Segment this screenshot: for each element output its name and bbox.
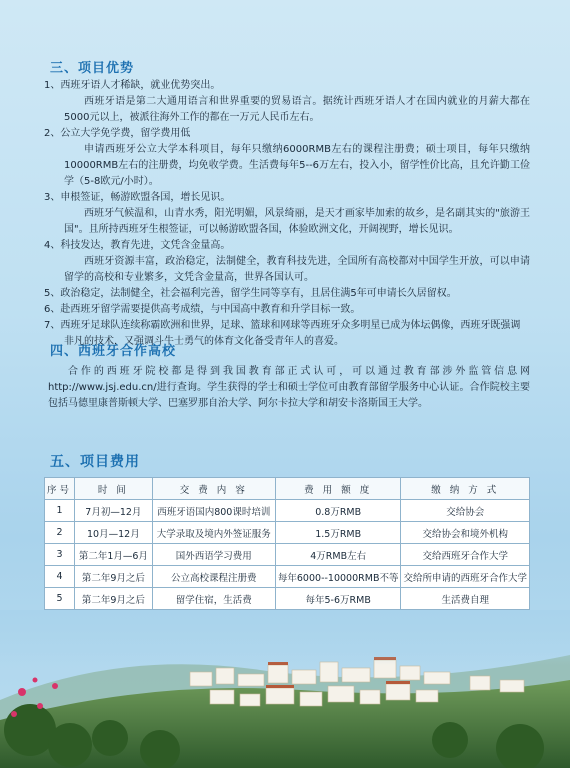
partners-heading: 四、西班牙合作高校 xyxy=(50,344,177,359)
cell-payment: 交给西班牙合作大学 xyxy=(401,544,530,566)
cell-time: 第二年1月—6月 xyxy=(75,544,153,566)
cell-amount: 1.5万RMB xyxy=(275,522,401,544)
cell-number: 1 xyxy=(45,500,75,522)
advantage-6-title: 6、赴西班牙留学需要提供高考成绩，与中国高中教育和升学目标一致。 xyxy=(44,304,361,315)
cell-time: 10月—12月 xyxy=(75,522,153,544)
cell-number: 5 xyxy=(45,588,75,610)
cell-content: 公立高校课程注册费 xyxy=(152,566,275,588)
cell-content: 留学住宿，生活费 xyxy=(152,588,275,610)
table-row xyxy=(45,500,530,522)
advantage-4-title: 4、科技发达，教育先进，文凭含金量高。 xyxy=(44,240,231,251)
header-time: 时 间 xyxy=(75,478,153,500)
header-number: 序号 xyxy=(45,478,75,500)
advantage-3-title: 3、申根签证，畅游欧盟各国，增长见识。 xyxy=(44,192,231,203)
advantage-3-body: 西班牙气候温和，山青水秀，阳光明媚，风景绮丽，是天才画家毕加索的故乡，是名副其实的"旅游王国"。且所持西班牙生根签证，可以畅游欧盟各国，体验欧洲文化，开阔视野，增长见识。 xyxy=(64,208,530,235)
cell-time: 第二年9月之后 xyxy=(75,566,153,588)
table-row xyxy=(45,566,530,588)
cell-amount: 0.8万RMB xyxy=(275,500,401,522)
advantage-1-title: 1、西班牙语人才稀缺，就业优势突出。 xyxy=(44,80,221,91)
advantage-1-body: 西班牙语是第二大通用语言和世界重要的贸易语言。据统计西班牙语人才在国内就业的月薪大都在5000元以上，被派往海外工作的都在一万元人民币左右。 xyxy=(64,96,530,123)
fees-header-row xyxy=(45,478,530,500)
fees-heading: 五、项目费用 xyxy=(50,454,140,470)
fees-table xyxy=(44,477,530,610)
cell-payment: 交给所申请的西班牙合作大学 xyxy=(401,566,530,588)
cell-content: 国外西语学习费用 xyxy=(152,544,275,566)
table-row xyxy=(45,544,530,566)
cell-amount: 4万RMB左右 xyxy=(275,544,401,566)
cell-time: 第二年9月之后 xyxy=(75,588,153,610)
cell-amount: 每年5-6万RMB xyxy=(275,588,401,610)
cell-amount: 每年6000--10000RMB不等 xyxy=(275,566,401,588)
advantages-heading: 三、项目优势 xyxy=(50,61,135,76)
cell-time: 7月初—12月 xyxy=(75,500,153,522)
advantages-list xyxy=(44,78,530,350)
cell-payment: 交给协会和境外机构 xyxy=(401,522,530,544)
header-amount: 费 用 额 度 xyxy=(275,478,401,500)
advantage-2-body: 申请西班牙公立大学本科项目，每年只缴纳6000RMB左右的课程注册费；硕士项目，每年只缴纳10000RMB左右的注册费，均免收学费。生活费每年5--6万左右，投入小，留学性价比高，且允许勤工俭学（5-8欧元/小时）。 xyxy=(64,144,530,187)
advantage-7-title: 7、西班牙足球队连续称霸欧洲和世界，足球、篮球和网球等西班牙众多明星已成为体坛偶像，西班牙既强调非凡的技术，又强调斗牛士勇气的体育文化备受青年人的喜爱。 xyxy=(44,320,521,347)
header-content: 交 费 内 容 xyxy=(152,478,275,500)
cell-payment: 交给协会 xyxy=(401,500,530,522)
table-row xyxy=(45,522,530,544)
header-payment: 缴 纳 方 式 xyxy=(401,478,530,500)
advantage-2-title: 2、公立大学免学费，留学费用低 xyxy=(44,128,191,139)
village-landscape-illustration xyxy=(0,610,570,768)
cell-number: 2 xyxy=(45,522,75,544)
cell-content: 西班牙语国内800课时培训 xyxy=(152,500,275,522)
landscape-photo xyxy=(0,610,570,768)
advantage-4-body: 西班牙资源丰富，政治稳定，法制健全，教育科技先进，全国所有高校都对中国学生开放，可以申请留学的高校和专业繁多，文凭含金量高，世界各国认可。 xyxy=(64,256,530,283)
cell-number: 3 xyxy=(45,544,75,566)
advantage-5-title: 5、政治稳定，法制健全，社会福利完善，留学生同等享有，且居住满5年可申请长久居留权。 xyxy=(44,288,457,299)
partners-paragraph: 合作的西班牙院校都是得到我国教育部正式认可，可以通过教育部涉外监管信息网http://www.jsj.edu.cn/进行查询。学生获得的学士和硕士学位可由教育部留学服务中心认证。合作院校主要包括马德里康普斯顿大学、巴塞罗那自治大学、阿尔卡拉大学和胡安卡洛斯国王大学。 xyxy=(48,366,530,409)
cell-content: 大学录取及境内外签证服务 xyxy=(152,522,275,544)
cell-number: 4 xyxy=(45,566,75,588)
cell-payment: 生活费自理 xyxy=(401,588,530,610)
table-row xyxy=(45,588,530,610)
